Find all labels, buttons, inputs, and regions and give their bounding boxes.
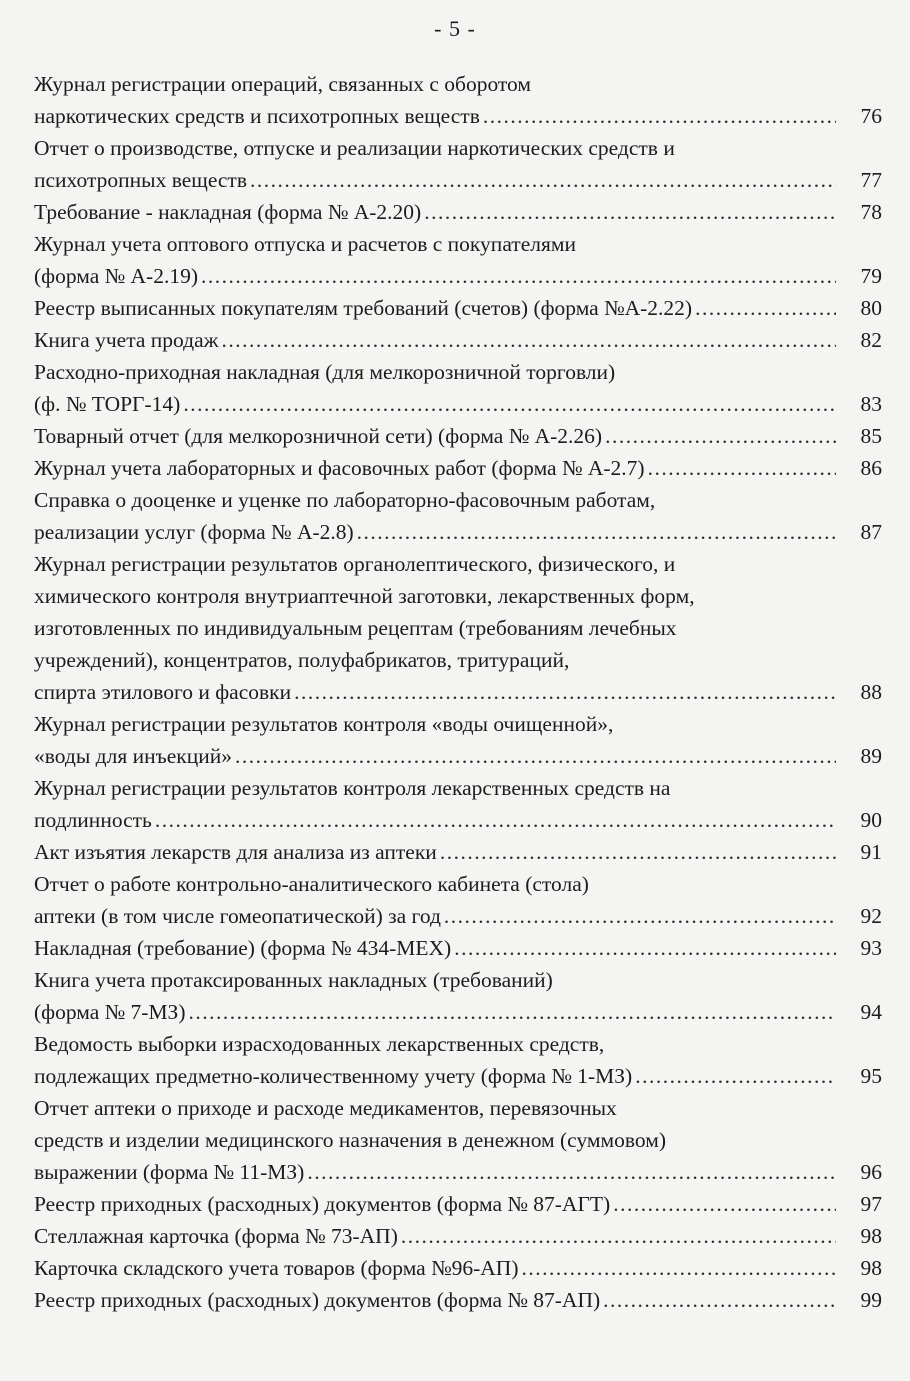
toc-entry xyxy=(34,772,882,836)
toc-entry xyxy=(34,356,882,420)
dot-leader xyxy=(454,932,836,964)
toc-entry-last-line xyxy=(34,388,882,420)
toc-entry xyxy=(34,324,882,356)
toc-entry-page-number: 80 xyxy=(860,296,882,320)
toc-entry-title-line: подлежащих предметно-количественному учету (форма № 1-МЗ) xyxy=(34,1064,633,1088)
toc-entry-title-line: Реестр приходных (расходных) документов (форма № 87-АГТ) xyxy=(34,1192,611,1216)
toc-entry-last-line xyxy=(34,1220,882,1252)
toc-entry-page-number: 79 xyxy=(860,264,882,288)
toc-entry-page-number: 83 xyxy=(860,392,882,416)
toc-entry-last-line xyxy=(34,164,882,196)
toc-entry-title-line: выражении (форма № 11-МЗ) xyxy=(34,1160,305,1184)
dot-leader xyxy=(695,292,836,324)
toc-entry xyxy=(34,292,882,324)
toc-entry-title-line: «воды для инъекций» xyxy=(34,744,232,768)
toc-entry-page-number: 92 xyxy=(860,904,882,928)
toc-entry-last-line xyxy=(34,1060,882,1092)
toc-entry xyxy=(34,420,882,452)
toc-entry-title-line: Отчет о производстве, отпуске и реализации наркотических средств и xyxy=(34,136,675,160)
toc-entry-title-line: Реестр приходных (расходных) документов (форма № 87-АП) xyxy=(34,1288,601,1312)
toc-entry-title-line: (ф. № ТОРГ-14) xyxy=(34,392,181,416)
toc-entry-last-line xyxy=(34,676,882,708)
dot-leader xyxy=(201,260,836,292)
toc-entry-last-line xyxy=(34,996,882,1028)
toc-entry-title-line: Справка о дооценке и уценке по лабораторно-фасовочным работам, xyxy=(34,488,656,512)
toc-entry-page-number: 77 xyxy=(860,168,882,192)
toc-entry xyxy=(34,836,882,868)
toc-entry-page-number: 82 xyxy=(860,328,882,352)
toc-entry-title-line: спирта этилового и фасовки xyxy=(34,680,292,704)
toc-entry-page-number: 96 xyxy=(860,1160,882,1184)
toc-entry-page-number: 86 xyxy=(860,456,882,480)
toc-entry-page-number: 89 xyxy=(860,744,882,768)
toc-entry-last-line xyxy=(34,420,882,452)
toc-entry-title-line: Журнал учета оптового отпуска и расчетов с покупателями xyxy=(34,232,576,256)
dot-leader xyxy=(603,1284,836,1316)
dot-leader xyxy=(440,836,836,868)
page-number: - 5 - xyxy=(434,16,476,41)
toc-entry-title-line: психотропных веществ xyxy=(34,168,247,192)
toc-entry-last-line xyxy=(34,324,882,356)
toc-entry-last-line xyxy=(34,804,882,836)
toc-entry-title-line: Журнал регистрации результатов контроля лекарственных средств на xyxy=(34,776,671,800)
toc-entry xyxy=(34,1284,882,1316)
toc-entry xyxy=(34,868,882,932)
toc-entry-page-number: 85 xyxy=(860,424,882,448)
toc-entry-last-line xyxy=(34,900,882,932)
toc-entry-title-line: средств и изделии медицинского назначения в денежном (суммовом) xyxy=(34,1128,666,1152)
toc-entry xyxy=(34,548,882,708)
toc-entry-title-line: Накладная (требование) (форма № 434-МЕХ) xyxy=(34,936,452,960)
toc-entry-page-number: 90 xyxy=(860,808,882,832)
toc-entry-last-line xyxy=(34,1156,882,1188)
toc-entry-page-number: 88 xyxy=(860,680,882,704)
toc-entry-title-line: химического контроля внутриаптечной заготовки, лекарственных форм, xyxy=(34,584,695,608)
toc-entry-title-line: Акт изъятия лекарств для анализа из аптеки xyxy=(34,840,437,864)
toc-entry-last-line xyxy=(34,452,882,484)
toc-entry-title-line: (форма № 7-МЗ) xyxy=(34,1000,186,1024)
toc-entry-title-line: Ведомость выборки израсходованных лекарственных средств, xyxy=(34,1032,605,1056)
dot-leader xyxy=(307,1156,836,1188)
toc-entry-title-line: Книга учета протаксированных накладных (требований) xyxy=(34,968,553,992)
toc-entry xyxy=(34,68,882,132)
toc-entry-last-line xyxy=(34,292,882,324)
toc-entry-page-number: 94 xyxy=(860,1000,882,1024)
dot-leader xyxy=(483,100,836,132)
toc-entry-last-line xyxy=(34,1284,882,1316)
toc-entry-title-line: Реестр выписанных покупателям требований (счетов) (форма №А-2.22) xyxy=(34,296,693,320)
toc-entry-title-line: Отчет о работе контрольно-аналитического кабинета (стола) xyxy=(34,872,589,896)
dot-leader xyxy=(648,452,836,484)
toc-entry-title-line: Книга учета продаж xyxy=(34,328,219,352)
toc-entry-title-line: Журнал учета лабораторных и фасовочных работ (форма № А-2.7) xyxy=(34,456,645,480)
toc-entry-page-number: 93 xyxy=(860,936,882,960)
toc-entry-title-line: Журнал регистрации операций, связанных с оборотом xyxy=(34,72,531,96)
toc-entry xyxy=(34,452,882,484)
toc-entry xyxy=(34,1092,882,1188)
table-of-contents xyxy=(34,68,882,1316)
toc-entry-title-line: Отчет аптеки о приходе и расходе медикаментов, перевязочных xyxy=(34,1096,617,1120)
toc-entry-last-line xyxy=(34,932,882,964)
toc-entry-title-line: аптеки (в том числе гомеопатической) за год xyxy=(34,904,441,928)
toc-entry-page-number: 97 xyxy=(860,1192,882,1216)
toc-entry-page-number: 76 xyxy=(860,104,882,128)
toc-entry-title-line: учреждений), концентратов, полуфабрикатов, тритураций, xyxy=(34,648,570,672)
toc-entry-title-line: изготовленных по индивидуальным рецептам (требованиям лечебных xyxy=(34,616,677,640)
toc-entry-title-line: Карточка складского учета товаров (форма №96-АП) xyxy=(34,1256,519,1280)
toc-entry-title-line: Журнал регистрации результатов контроля «воды очищенной», xyxy=(34,712,614,736)
toc-entry-last-line xyxy=(34,836,882,868)
toc-entry xyxy=(34,708,882,772)
toc-entry-page-number: 98 xyxy=(860,1256,882,1280)
toc-entry-last-line xyxy=(34,516,882,548)
dot-leader xyxy=(401,1220,836,1252)
toc-entry-page-number: 95 xyxy=(860,1064,882,1088)
toc-entry xyxy=(34,964,882,1028)
dot-leader xyxy=(613,1188,836,1220)
toc-entry-title-line: Требование - накладная (форма № А-2.20) xyxy=(34,200,422,224)
toc-entry xyxy=(34,1220,882,1252)
toc-entry-page-number: 91 xyxy=(860,840,882,864)
toc-entry-page-number: 78 xyxy=(860,200,882,224)
toc-entry-title-line: наркотических средств и психотропных веществ xyxy=(34,104,480,128)
toc-entry xyxy=(34,228,882,292)
toc-entry-title-line: подлинность xyxy=(34,808,152,832)
toc-entry-title-line: реализации услуг (форма № А-2.8) xyxy=(34,520,354,544)
dot-leader xyxy=(635,1060,836,1092)
dot-leader xyxy=(444,900,836,932)
toc-entry-title-line: Расходно-приходная накладная (для мелкорозничной торговли) xyxy=(34,360,616,384)
toc-entry-last-line xyxy=(34,260,882,292)
dot-leader xyxy=(357,516,836,548)
toc-entry-page-number: 87 xyxy=(860,520,882,544)
toc-entry-page-number: 99 xyxy=(860,1288,882,1312)
toc-entry xyxy=(34,196,882,228)
toc-entry-title-line: Стеллажная карточка (форма № 73-АП) xyxy=(34,1224,398,1248)
dot-leader xyxy=(424,196,836,228)
toc-entry xyxy=(34,1252,882,1284)
toc-entry-title-line: Товарный отчет (для мелкорозничной сети) (форма № А-2.26) xyxy=(34,424,603,448)
dot-leader xyxy=(189,996,837,1028)
toc-entry-last-line xyxy=(34,1188,882,1220)
dot-leader xyxy=(294,676,836,708)
toc-entry-last-line xyxy=(34,1252,882,1284)
toc-entry xyxy=(34,1188,882,1220)
toc-entry-last-line xyxy=(34,100,882,132)
toc-entry-page-number: 98 xyxy=(860,1224,882,1248)
toc-entry-last-line xyxy=(34,740,882,772)
dot-leader xyxy=(235,740,836,772)
dot-leader xyxy=(250,164,836,196)
dot-leader xyxy=(605,420,836,452)
dot-leader xyxy=(522,1252,837,1284)
dot-leader xyxy=(155,804,836,836)
dot-leader xyxy=(222,324,837,356)
toc-entry-title-line: Журнал регистрации результатов органолептического, физического, и xyxy=(34,552,676,576)
toc-entry-last-line xyxy=(34,196,882,228)
toc-entry xyxy=(34,1028,882,1092)
toc-entry xyxy=(34,932,882,964)
toc-entry xyxy=(34,132,882,196)
dot-leader xyxy=(183,388,836,420)
toc-entry-title-line: (форма № А-2.19) xyxy=(34,264,199,288)
toc-entry xyxy=(34,484,882,548)
